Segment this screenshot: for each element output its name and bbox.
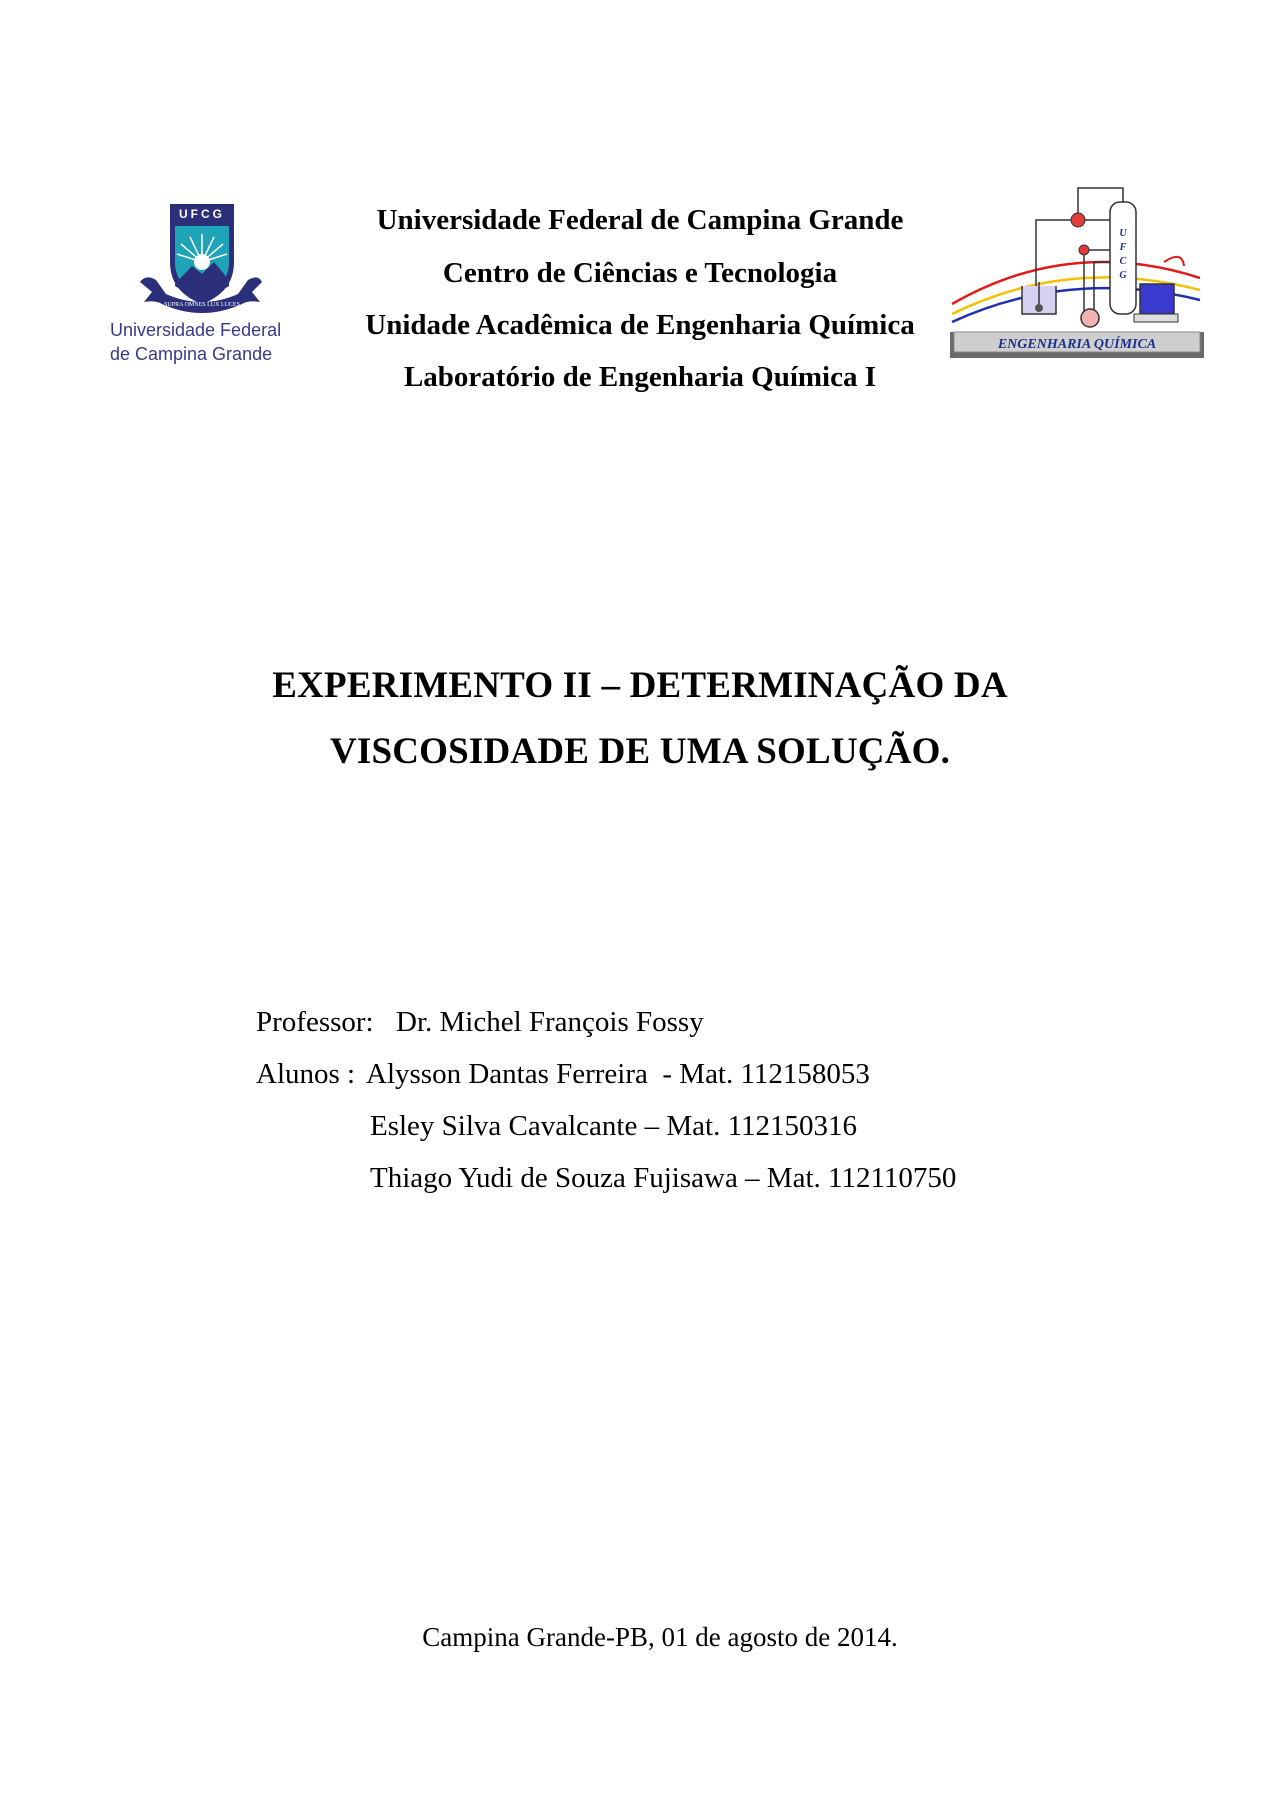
ufcg-logo-text bbox=[110, 318, 296, 366]
ufcg-name-line2: de Campina Grande bbox=[110, 344, 273, 364]
logo-letter-g: G bbox=[1119, 270, 1127, 281]
document-title-line1: EXPERIMENTO II – DETERMINAÇÃO DA bbox=[272, 665, 1008, 706]
university-name: Universidade Federal de Campina Grande bbox=[376, 204, 904, 236]
student-entry: Thiago Yudi de Souza Fujisawa – Mat. 112110750 bbox=[370, 1162, 957, 1194]
academic-unit-name: Unidade Acadêmica de Engenharia Química bbox=[365, 309, 915, 341]
document-title-line2: VISCOSIDADE DE UMA SOLUÇÃO. bbox=[329, 731, 951, 772]
place-and-date bbox=[0, 1622, 1280, 1653]
students-label: Alunos : bbox=[256, 1058, 356, 1090]
ufcg-logo bbox=[104, 200, 294, 380]
chemical-plant-icon bbox=[950, 186, 1210, 358]
ufcg-acronym: UFCG bbox=[179, 207, 225, 221]
ufcg-name-line1: Universidade Federal bbox=[110, 320, 282, 340]
logo-letter-u: U bbox=[1119, 228, 1127, 239]
ufcg-shield-icon bbox=[132, 200, 262, 318]
ufcg-motto: SUPRA OMNES LUX LUCES bbox=[164, 302, 240, 308]
logo-letter-c: C bbox=[1119, 256, 1127, 267]
place-and-date-text: Campina Grande-PB, 01 de agosto de 2014. bbox=[422, 1622, 898, 1652]
student-entry: Alysson Dantas Ferreira - Mat. 112158053 bbox=[366, 1058, 870, 1090]
logo-letter-f: F bbox=[1119, 242, 1127, 253]
chemical-engineering-logo bbox=[950, 186, 1210, 358]
professor-name: Dr. Michel François Fossy bbox=[396, 1006, 704, 1038]
engenharia-quimica-banner: ENGENHARIA QUÍMICA bbox=[997, 337, 1157, 352]
center-name: Centro de Ciências e Tecnologia bbox=[442, 257, 838, 289]
student-entry: Esley Silva Cavalcante – Mat. 112150316 bbox=[370, 1110, 857, 1142]
laboratory-name: Laboratório de Engenharia Química I bbox=[403, 361, 877, 393]
professor-label: Professor: bbox=[256, 1006, 374, 1038]
